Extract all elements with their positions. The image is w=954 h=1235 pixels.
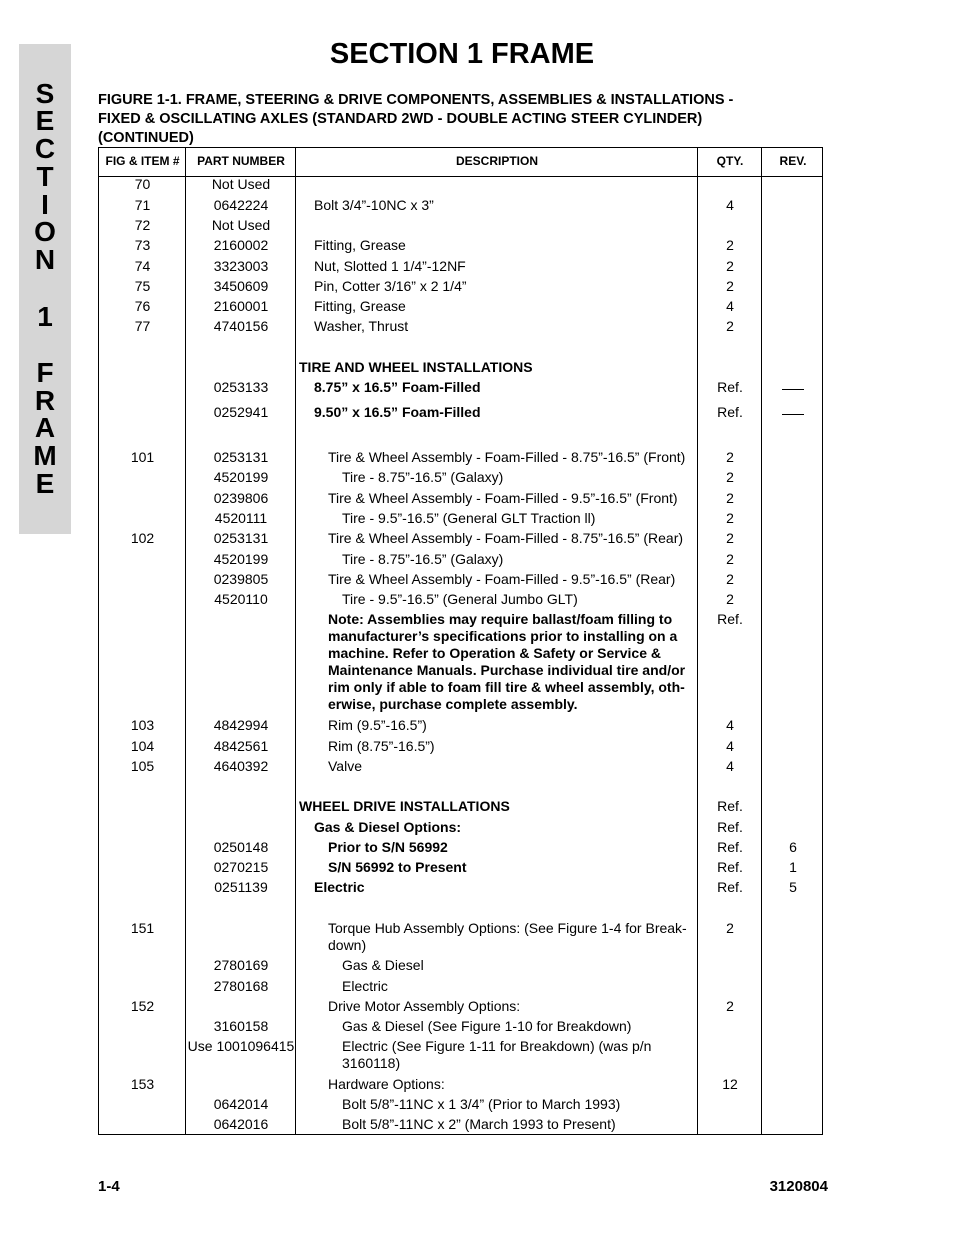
cell-description: Nut, Slotted 1 1/4”-12NF: [314, 258, 466, 274]
cell-qty: Ref.: [717, 611, 743, 627]
cell-part-number: 0251139: [214, 879, 268, 895]
cell-description: Washer, Thrust: [314, 318, 409, 334]
cell-part-number: 4740156: [213, 318, 269, 334]
cell-qty: 2: [726, 490, 734, 506]
cell-description: Bolt 3/4”-10NC x 3”: [314, 197, 434, 213]
cell-qty: 2: [726, 258, 734, 274]
side-tab-letter: A: [34, 412, 56, 443]
cell-description: Tire - 8.75”-16.5” (Galaxy): [342, 469, 504, 485]
cell-description: Note: Assemblies may require ballast/foam filling to manufacturer’s specifications prior to installing on a machine. Refer to Operation & Safety or Service & Maintenance Manuals. Purchase individual tire and/or rim only if able to foam fill tire & wheel assembly, oth-erwise, purchase complete assembly.: [328, 611, 686, 712]
figure-title-line: FIGURE 1-1. FRAME, STEERING & DRIVE COMPONENTS, ASSEMBLIES & INSTALLATIONS -: [98, 92, 734, 108]
document-number: 3120804: [769, 1178, 828, 1195]
cell-qty: 2: [726, 551, 734, 567]
side-tab-letter: C: [34, 133, 56, 164]
side-tab-letter: M: [33, 440, 57, 471]
cell-qty: Ref.: [717, 879, 743, 895]
side-tab-letter: E: [35, 105, 55, 136]
column-divider: [761, 148, 762, 1134]
side-tab-letter: I: [41, 189, 49, 220]
cell-qty: 12: [722, 1076, 738, 1092]
cell-part-number: 0239806: [213, 490, 269, 506]
side-tab-letter: E: [35, 468, 55, 499]
cell-part-number: 0253131: [213, 449, 269, 465]
cell-fig-item: 77: [134, 318, 151, 334]
cell-description: Bolt 5/8”-11NC x 2” (March 1993 to Present): [342, 1116, 616, 1132]
cell-fig-item: 152: [130, 998, 155, 1014]
header-fig-item: FIG & ITEM #: [105, 154, 180, 168]
figure-title-line: (CONTINUED): [98, 130, 194, 146]
cell-fig-item: 102: [130, 530, 155, 546]
cell-qty: Ref.: [717, 798, 743, 814]
cell-qty: 2: [726, 278, 734, 294]
header-qty: QTY.: [716, 154, 744, 168]
cell-description: Gas & Diesel: [342, 957, 424, 973]
cell-part-number: Not Used: [211, 176, 271, 192]
cell-qty: Ref.: [717, 379, 743, 395]
cell-qty: 2: [726, 920, 734, 936]
cell-qty: 2: [726, 571, 734, 587]
cell-qty: Ref.: [717, 839, 743, 855]
cell-qty: 2: [726, 318, 734, 334]
cell-part-number: 2780169: [213, 957, 269, 973]
cell-fig-item: 71: [134, 197, 151, 213]
cell-part-number: 0252941: [213, 404, 269, 420]
cell-description: Tire - 9.5”-16.5” (General Jumbo GLT): [342, 591, 578, 607]
cell-fig-item: 103: [130, 717, 155, 733]
figure-title-line: FIXED & OSCILLATING AXLES (STANDARD 2WD - DOUBLE ACTING STEER CYLINDER): [98, 111, 703, 127]
cell-qty: Ref.: [717, 859, 743, 875]
cell-qty: 2: [726, 449, 734, 465]
cell-description: Tire & Wheel Assembly - Foam-Filled - 8.75”-16.5” (Front): [328, 449, 686, 465]
rev-blank-line: [762, 404, 824, 421]
header-rev: REV.: [779, 154, 807, 168]
cell-description: Pin, Cotter 3/16” x 2 1/4”: [314, 278, 467, 294]
cell-qty: 4: [726, 758, 734, 774]
cell-description: Electric: [342, 978, 388, 994]
cell-part-number: 4520199: [213, 469, 269, 485]
cell-fig-item: 72: [134, 217, 151, 233]
cell-part-number: 2160001: [213, 298, 269, 314]
cell-part-number: 3160158: [213, 1018, 269, 1034]
cell-fig-item: 75: [134, 278, 151, 294]
cell-fig-item: 151: [130, 920, 155, 936]
cell-part-number: 3450609: [213, 278, 269, 294]
cell-qty: 4: [726, 717, 734, 733]
header-part-number: PART NUMBER: [197, 154, 285, 168]
cell-description: Prior to S/N 56992: [328, 839, 448, 855]
cell-part-number: 2780168: [213, 978, 269, 994]
side-tab-letter: T: [36, 161, 54, 192]
cell-part-number: 4640392: [213, 758, 269, 774]
cell-fig-item: 104: [130, 738, 155, 754]
cell-description: TIRE AND WHEEL INSTALLATIONS: [299, 359, 533, 375]
cell-description: S/N 56992 to Present: [328, 859, 467, 875]
figure-title: [98, 91, 818, 148]
cell-description: Hardware Options:: [328, 1076, 445, 1092]
cell-fig-item: 74: [134, 258, 151, 274]
side-tab-letter: F: [36, 357, 54, 388]
cell-description: Gas & Diesel Options:: [314, 819, 462, 835]
rev-blank-line: [762, 379, 824, 396]
cell-description: Torque Hub Assembly Options: (See Figure 1-4 for Break-down): [328, 920, 687, 953]
cell-qty: 4: [726, 298, 734, 314]
side-tab-letter: S: [35, 78, 55, 109]
cell-fig-item: 70: [134, 176, 151, 192]
page-title: SECTION 1 FRAME: [329, 38, 595, 70]
header-description: DESCRIPTION: [455, 154, 538, 168]
cell-fig-item: 153: [130, 1076, 155, 1092]
cell-part-number: Not Used: [211, 217, 271, 233]
cell-part-number: 4520110: [214, 591, 268, 607]
cell-fig-item: 101: [130, 449, 155, 465]
cell-qty: Ref.: [717, 404, 743, 420]
cell-description: Electric: [314, 879, 365, 895]
side-tab-letter: N: [34, 244, 56, 275]
cell-description: WHEEL DRIVE INSTALLATIONS: [299, 798, 510, 814]
cell-part-number: 3323003: [213, 258, 269, 274]
section-side-tab: [19, 44, 71, 534]
cell-fig-item: 105: [130, 758, 155, 774]
cell-description: Tire & Wheel Assembly - Foam-Filled - 9.5”-16.5” (Rear): [328, 571, 676, 587]
cell-part-number: 0642016: [213, 1116, 269, 1132]
cell-qty: Ref.: [717, 819, 743, 835]
cell-part-number: 4842561: [213, 738, 269, 754]
cell-qty: 4: [726, 197, 734, 213]
cell-part-number: 0642014: [213, 1096, 269, 1112]
cell-description: Tire - 9.5”-16.5” (General GLT Traction ll): [342, 510, 596, 526]
cell-description: Rim (9.5”-16.5”): [328, 717, 427, 733]
cell-qty: 2: [726, 998, 734, 1014]
side-tab-letter: O: [34, 216, 56, 247]
cell-qty: 4: [726, 738, 734, 754]
cell-description: 8.75” x 16.5” Foam-Filled: [314, 379, 481, 395]
cell-fig-item: 73: [134, 237, 151, 253]
cell-qty: 2: [726, 469, 734, 485]
cell-description: Tire & Wheel Assembly - Foam-Filled - 9.5”-16.5” (Front): [328, 490, 678, 506]
cell-qty: 2: [726, 237, 734, 253]
cell-rev: 6: [789, 839, 797, 855]
cell-part-number: 0253131: [213, 530, 269, 546]
cell-part-number: 4520199: [213, 551, 269, 567]
cell-qty: 2: [726, 530, 734, 546]
cell-rev: 1: [789, 859, 797, 875]
cell-part-number: 0642224: [213, 197, 269, 213]
cell-description: Electric (See Figure 1-11 for Breakdown) (was p/n 3160118): [342, 1038, 652, 1071]
cell-part-number: 0253133: [213, 379, 269, 395]
cell-description: Fitting, Grease: [314, 237, 406, 253]
cell-description: Drive Motor Assembly Options:: [328, 998, 521, 1014]
cell-description: Tire & Wheel Assembly - Foam-Filled - 8.75”-16.5” (Rear): [328, 530, 684, 546]
cell-part-number: 0270215: [213, 859, 269, 875]
cell-description: Bolt 5/8”-11NC x 1 3/4” (Prior to March 1993): [342, 1096, 621, 1112]
cell-description: Tire - 8.75”-16.5” (Galaxy): [342, 551, 504, 567]
cell-qty: 2: [726, 591, 734, 607]
cell-qty: 2: [726, 510, 734, 526]
cell-description: Fitting, Grease: [314, 298, 406, 314]
cell-part-number: Use 1001096415: [187, 1038, 295, 1054]
cell-description: Rim (8.75”-16.5”): [328, 738, 435, 754]
cell-part-number: 0239805: [213, 571, 269, 587]
side-tab-letter: 1: [37, 301, 53, 332]
cell-fig-item: 76: [134, 298, 151, 314]
cell-description: Valve: [328, 758, 362, 774]
cell-part-number: 2160002: [213, 237, 269, 253]
parts-table: [98, 147, 823, 1135]
cell-part-number: 4520111: [214, 510, 268, 526]
cell-part-number: 0250148: [213, 839, 269, 855]
cell-part-number: 4842994: [213, 717, 269, 733]
cell-description: Gas & Diesel (See Figure 1-10 for Breakdown): [342, 1018, 632, 1034]
cell-description: 9.50” x 16.5” Foam-Filled: [314, 404, 481, 420]
side-tab-letter: R: [34, 385, 56, 416]
cell-rev: 5: [789, 879, 797, 895]
page-number: 1-4: [98, 1178, 120, 1195]
